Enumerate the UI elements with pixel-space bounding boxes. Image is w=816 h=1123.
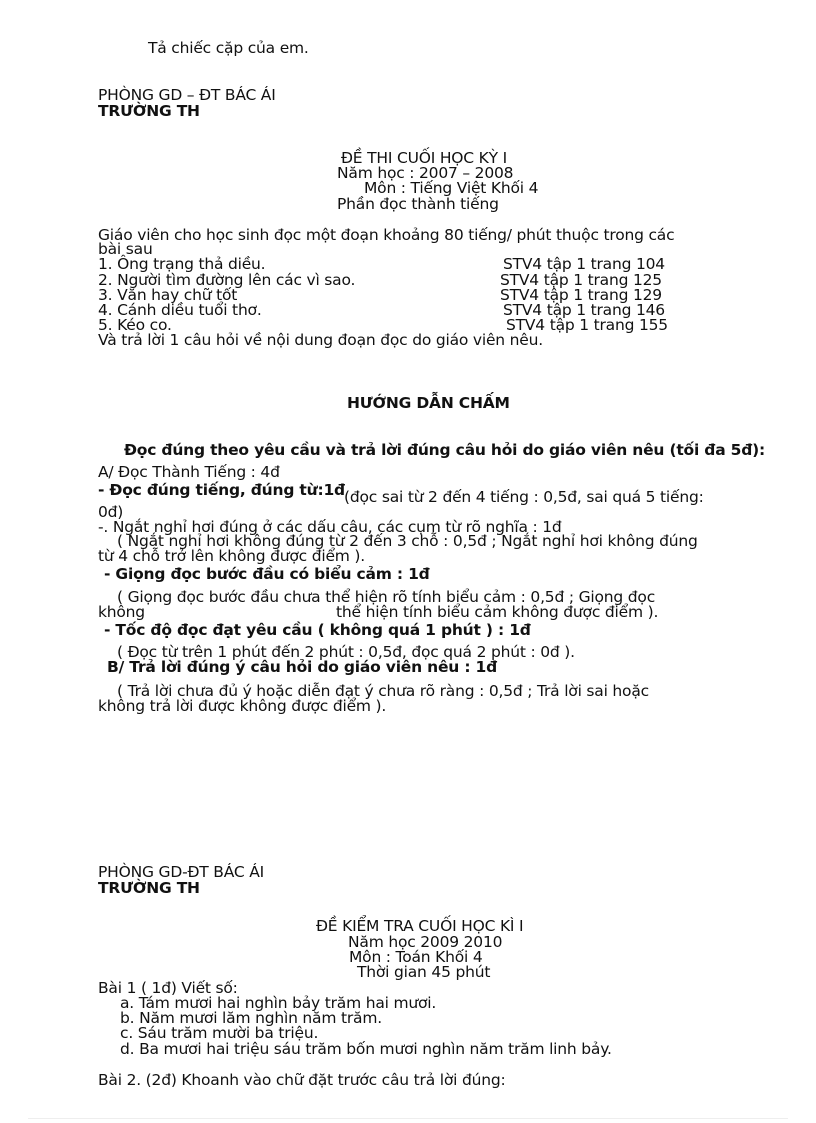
criterion-note-cont: từ 4 chỗ trở lên không được điểm ).: [98, 547, 365, 565]
criterion-note: ( Đọc từ trên 1 phút đến 2 phút : 0,5đ, đọc quá 2 phút : 0đ ).: [117, 643, 575, 661]
instruction-text-cont: bài sau: [98, 240, 153, 258]
reading-item-ref: STV4 tập 1 trang 155: [506, 316, 668, 334]
question-1-item: c. Sáu trăm mười ba triệu.: [120, 1024, 319, 1042]
criterion-note: (đọc sai từ 2 đến 4 tiếng : 0,5đ, sai quá 5 tiếng:: [344, 488, 704, 506]
reading-item-title: 5. Kéo co.: [98, 316, 172, 334]
reading-item-ref: STV4 tập 1 trang 129: [500, 286, 662, 304]
criterion-note-cont: thể hiện tính biểu cảm không được điểm ).: [336, 603, 659, 621]
criterion-note-cont: 0đ): [98, 503, 124, 521]
criterion-note: ( Ngắt nghỉ hơi không đúng từ 2 đến 3 chỗ : 0,5đ ; Ngắt nghỉ hơi không đúng: [117, 532, 698, 550]
education-office: PHÒNG GD – ĐT BÁC ÁI: [98, 86, 276, 104]
reading-item-ref: STV4 tập 1 trang 146: [503, 301, 665, 319]
reading-item-title: 1. Ông trạng thả diều.: [98, 255, 266, 273]
reading-item-title: 3. Văn hay chữ tốt: [98, 286, 238, 304]
exam-title: ĐỀ KIỂM TRA CUỐI HỌC KÌ I: [316, 917, 524, 935]
grading-heading: HƯỚNG DẪN CHẤM: [347, 394, 510, 412]
reading-item-ref: STV4 tập 1 trang 125: [500, 271, 662, 289]
exam-duration: Thời gian 45 phút: [357, 963, 491, 981]
question-1: Bài 1 ( 1đ) Viết số:: [98, 979, 238, 997]
exam-subject: Môn : Toán Khối 4: [349, 948, 483, 966]
school-name: TRƯỜNG TH: [98, 879, 200, 897]
criterion-label: - Giọng đọc bước đầu có biểu cảm : 1đ: [104, 565, 430, 583]
criterion-note: ( Giọng đọc bước đầu chưa thể hiện rõ tính biểu cảm : 0,5đ ; Giọng đọc: [117, 588, 656, 606]
criterion-label: - Đọc đúng tiếng, đúng từ:1đ: [98, 481, 345, 499]
school-year: Năm học : 2007 – 2008: [337, 164, 514, 182]
part-a-heading: A/ Đọc Thành Tiếng : 4đ: [98, 463, 280, 481]
question-1-item: b. Năm mươi lăm nghìn năm trăm.: [120, 1009, 382, 1027]
part-b-heading: B/ Trả lời đúng ý câu hỏi do giáo viên nêu : 1đ: [107, 658, 498, 676]
school-year: Năm học 2009 2010: [348, 933, 503, 951]
instruction-text: Giáo viên cho học sinh đọc một đoạn khoảng 80 tiếng/ phút thuộc trong các: [98, 226, 675, 244]
essay-prompt: Tả chiếc cặp của em.: [148, 39, 309, 57]
reading-item-ref: STV4 tập 1 trang 104: [503, 255, 665, 273]
part-b-note-cont: không trả lời được không được điểm ).: [98, 697, 387, 715]
exam-subject: Môn : Tiếng Việt Khối 4: [364, 179, 539, 197]
page-edge-line: [28, 1118, 788, 1119]
education-office: PHÒNG GD-ĐT BÁC ÁI: [98, 863, 264, 881]
reading-item-title: 4. Cánh diều tuổi thơ.: [98, 301, 262, 319]
question-2: Bài 2. (2đ) Khoanh vào chữ đặt trước câu trả lời đúng:: [98, 1071, 506, 1089]
criterion-label: -. Ngắt nghỉ hơi đúng ở các dấu câu, các cụm từ rõ nghĩa : 1đ: [98, 518, 562, 536]
criterion-note-cont: không: [98, 603, 145, 621]
closing-instruction: Và trả lời 1 câu hỏi về nội dung đoạn đọc do giáo viên nêu.: [98, 331, 543, 349]
exam-part: Phần đọc thành tiếng: [337, 195, 499, 213]
part-b-note: ( Trả lời chưa đủ ý hoặc diễn đạt ý chưa rõ ràng : 0,5đ ; Trả lời sai hoặc: [117, 682, 649, 700]
school-name: TRƯỜNG TH: [98, 102, 200, 120]
exam-title: ĐỀ THI CUỐI HỌC KỲ I: [341, 149, 507, 167]
grading-summary: Đọc đúng theo yêu cầu và trả lời đúng câu hỏi do giáo viên nêu (tối đa 5đ):: [124, 441, 766, 459]
criterion-label: - Tốc độ đọc đạt yêu cầu ( không quá 1 phút ) : 1đ: [104, 621, 531, 639]
reading-item-title: 2. Người tìm đường lên các vì sao.: [98, 271, 356, 289]
question-1-item: d. Ba mươi hai triệu sáu trăm bốn mươi nghìn năm trăm linh bảy.: [120, 1040, 612, 1058]
question-1-item: a. Tám mươi hai nghìn bảy trăm hai mươi.: [120, 994, 437, 1012]
